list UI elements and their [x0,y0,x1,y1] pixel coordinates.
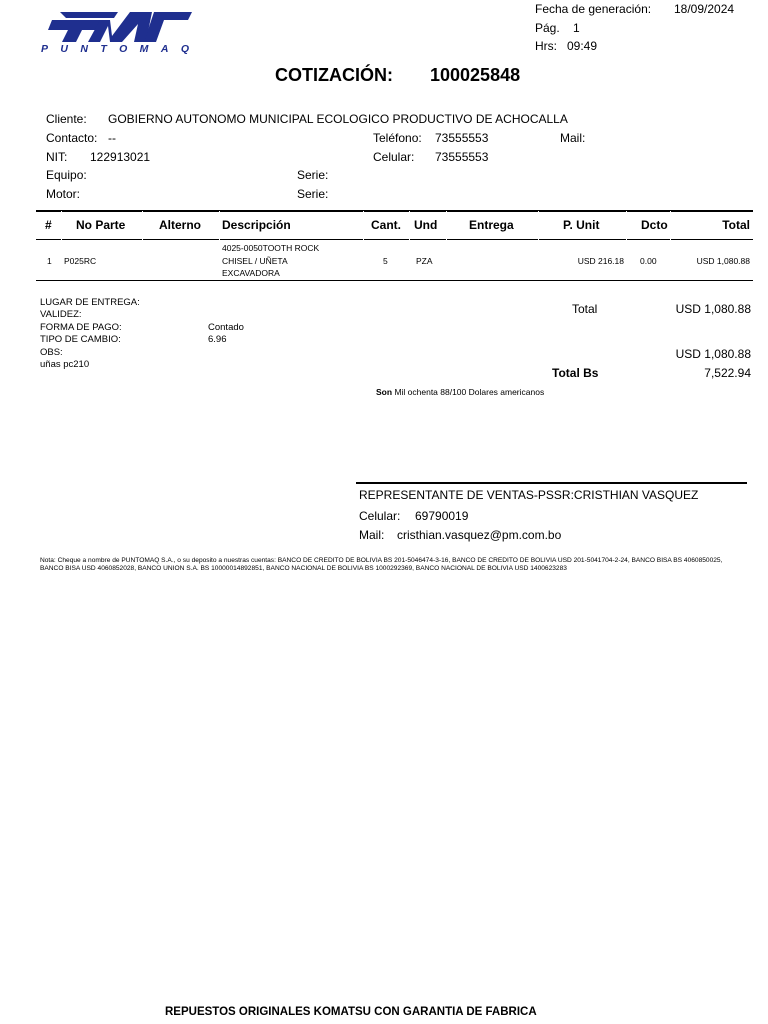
celular-value: 73555553 [435,150,489,164]
obs-value: uñas pc210 [40,359,90,370]
title-number: 100025848 [430,65,521,85]
th-no-parte: No Parte [76,218,126,232]
column-separator [363,211,364,240]
cliente-label: Cliente: [46,112,87,126]
rep-mail-label: Mail: [359,528,385,542]
column-separator [446,211,447,240]
logo-text: PUNTOMAQ [41,43,189,54]
total-label: Total [572,302,598,316]
row-num: 1 [47,256,52,266]
column-separator [626,211,627,240]
table-header-top-rule [36,210,753,212]
forma-label: FORMA DE PAGO: [40,322,122,333]
column-separator [219,211,220,240]
hrs-label: Hrs: [535,39,557,53]
column-separator [538,211,539,240]
rep-title: REPRESENTANTE DE VENTAS-PSSR:CRISTHIAN VASQUEZ [359,488,699,502]
total-bs-value: 7,522.94 [704,366,751,380]
th-p-unit: P. Unit [563,218,600,232]
pag-label: Pág. [535,21,560,35]
rep-celular-value: 69790019 [415,509,469,523]
son-line [376,387,544,397]
puntomaq-logo [38,8,194,54]
tipo-value: 6.96 [208,334,227,345]
tipo-label: TIPO DE CAMBIO: [40,334,121,345]
serie-label-1: Serie: [297,168,329,182]
row-descripcion: 4025-0050TOOTH ROCK CHISEL / UÑETA EXCAVADORA [222,243,320,278]
row-und: PZA [416,256,433,266]
table-header-bottom-rule [36,239,753,240]
row-cant: 5 [383,256,388,266]
validez-label: VALIDEZ: [40,309,82,320]
table-row-rule [36,280,753,281]
son-value: Mil ochenta 88/100 Dolares americanos [394,387,545,397]
column-separator [670,211,671,240]
th-total: Total [722,218,750,232]
th-descripcion: Descripción [222,218,291,232]
son-label: Son [376,387,393,397]
total-value: USD 1,080.88 [675,302,751,316]
telefono-label: Teléfono: [373,131,422,145]
row-dcto: 0.00 [640,256,657,266]
pag-value: 1 [573,21,580,35]
motor-label: Motor: [46,187,81,201]
th-dcto: Dcto [641,218,668,232]
mail-label: Mail: [560,131,586,145]
th-alterno: Alterno [159,218,201,232]
total-value-2: USD 1,080.88 [675,347,751,361]
column-separator [61,211,62,240]
lugar-label: LUGAR DE ENTREGA: [40,297,140,308]
nit-label: NIT: [46,150,68,164]
equipo-label: Equipo: [46,168,87,182]
column-separator [409,211,410,240]
forma-value: Contado [208,322,244,333]
th-entrega: Entrega [469,218,514,232]
th-cant: Cant. [371,218,401,232]
telefono-value: 73555553 [435,131,489,145]
column-separator [142,211,143,240]
rep-celular-label: Celular: [359,509,401,523]
th-num: # [45,218,52,232]
fecha-label: Fecha de generación: [535,2,652,16]
fecha-value: 18/09/2024 [674,2,735,16]
title-label: COTIZACIÓN: [275,65,393,85]
nota-bank-accounts: Nota: Cheque a nombre de PUNTOMAQ S.A., o su deposito a nuestras cuentas: BANCO DE CREDITO DE BOLIVIA BS 201-5046474-3-16, BANCO DE CREDITO DE BOLIVIA USD 201-5041704-2-24, BANCO BISA BS 4060850025, BANCO BISA USD 4060852028, BANCO UNION S.A. BS 10000014892851, BANCO NACIONAL DE BOLIVIA BS 1000292369, BANCO NACIONAL DE BOLIVIA USD 1400623283 [40,557,723,572]
row-punit: USD 216.18 [577,256,624,266]
cliente-value: GOBIERNO AUTONOMO MUNICIPAL ECOLOGICO PRODUCTIVO DE ACHOCALLA [108,112,568,126]
obs-label: OBS: [40,347,63,358]
row-total: USD 1,080.88 [696,256,750,266]
celular-label: Celular: [373,150,415,164]
contacto-value: -- [108,131,116,145]
th-und: Und [414,218,438,232]
row-parte: P025RC [64,256,97,266]
rep-rule [356,482,747,484]
nit-value: 122913021 [90,150,151,164]
contacto-label: Contacto: [46,131,98,145]
serie-label-2: Serie: [297,187,329,201]
footer-text: REPUESTOS ORIGINALES KOMATSU CON GARANTIA DE FABRICA [165,1006,537,1018]
total-bs-label: Total Bs [552,366,599,380]
hrs-value: 09:49 [567,39,598,53]
rep-mail-value: cristhian.vasquez@pm.com.bo [397,528,562,542]
